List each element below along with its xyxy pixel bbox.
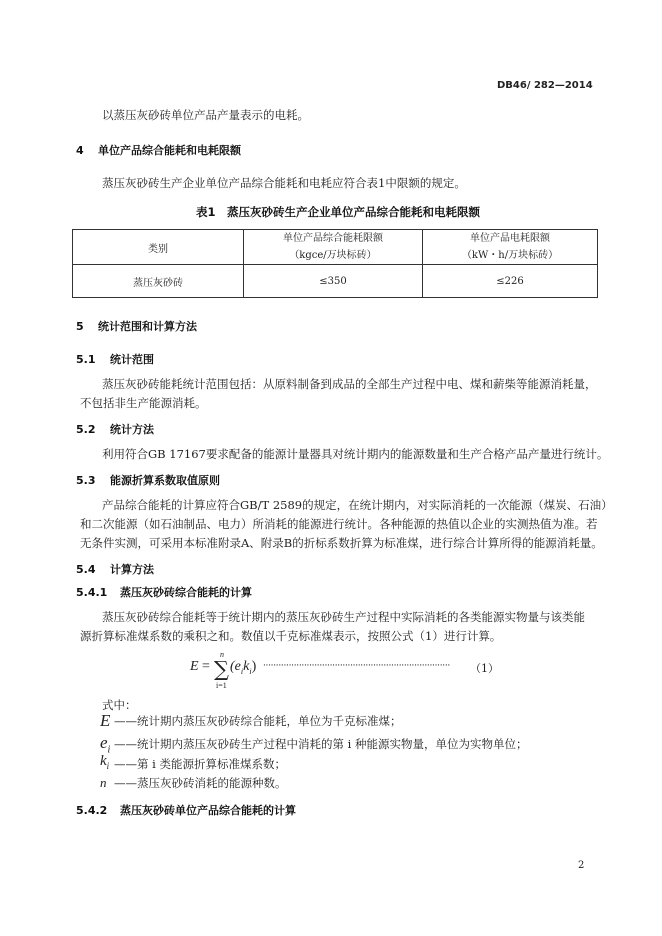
paragraph: 源折算标准煤系数的乘积之和。数值以千克标准煤表示，按照公式（1）进行计算。 — [80, 629, 502, 643]
section-5-4-heading: 5.4 计算方法 — [76, 563, 154, 576]
sum-upper-limit: n — [220, 650, 224, 659]
table-header-row — [73, 230, 598, 265]
paragraph: 产品综合能耗的计算应符合GB/T 2589的规定，在统计期内，对实际消耗的一次能源（煤炭、石油） — [102, 498, 613, 512]
sum-lower-limit: i=1 — [216, 681, 227, 690]
section-5-4-1-heading: 5.4.1 蒸压灰砂砖综合能耗的计算 — [76, 586, 252, 599]
paragraph: 蒸压灰砂砖能耗统计范围包括：从原料制备到成品的全部生产过程中电、煤和薪柴等能源消耗量， — [102, 377, 597, 391]
paragraph: 蒸压灰砂砖生产企业单位产品综合能耗和电耗应符合表1中限额的规定。 — [102, 176, 466, 190]
where-intro: 式中： — [102, 698, 137, 712]
definition-k-i: ——第 i 类能源折算标准煤系数； — [114, 757, 286, 771]
limits-table — [72, 229, 598, 298]
paragraph: 以蒸压灰砂砖单位产品产量表示的电耗。 — [102, 108, 309, 122]
section-5-4-2-heading: 5.4.2 蒸压灰砂砖单位产品综合能耗的计算 — [76, 804, 296, 817]
symbol-n: n — [100, 775, 107, 790]
summation-icon: ∑ — [214, 657, 229, 681]
header-cell-power: 单位产品电耗限额 （kW・h/万块标砖） — [423, 230, 598, 265]
page-number: 2 — [578, 860, 585, 871]
section-5-3-heading: 5.3 能源折算系数取值原则 — [76, 474, 220, 487]
definition-e-i: ——统计期内蒸压灰砂砖生产过程中消耗的第 i 种能源实物量，单位为实物单位； — [114, 737, 528, 751]
header-cell-energy: 单位产品综合能耗限额 （kgce/万块标砖） — [244, 230, 423, 265]
header-cell-category: 类别 — [73, 230, 244, 265]
cell-energy-limit: ≤350 — [244, 265, 423, 298]
paragraph: 无条件实测，可采用本标准附录A、附录B的折标系数折算为标准煤，进行综合计算所得的能源消耗量。 — [80, 536, 603, 550]
formula-lhs: E — [190, 659, 199, 674]
paragraph: 和二次能源（如石油制品、电力）所消耗的能源进行统计。各种能源的热值以企业的实测热值为准。若 — [80, 517, 598, 531]
section-5-heading: 5 统计范围和计算方法 — [76, 320, 197, 333]
paragraph: 利用符合GB 17167要求配备的能源计量器具对统计期内的能源数量和生产合格产品产量进行统计。 — [102, 447, 609, 461]
formula-number: （1） — [470, 662, 499, 675]
formula-equals: = — [202, 659, 210, 674]
section-title: 单位产品综合能耗和电耗限额 — [98, 144, 241, 157]
standard-number: DB46/ 282—2014 — [497, 80, 593, 91]
section-4-heading — [76, 142, 241, 158]
section-5-2-heading: 5.2 统计方法 — [76, 423, 154, 436]
cell-category: 蒸压灰砂砖 — [73, 265, 244, 298]
definition-n: ——蒸压灰砂砖消耗的能源种数。 — [114, 776, 287, 790]
leader-dots: ········································································· — [263, 661, 450, 671]
table-caption: 表1 蒸压灰砂砖生产企业单位产品综合能耗和电耗限额 — [196, 205, 480, 219]
paragraph: 蒸压灰砂砖综合能耗等于统计期内的蒸压灰砂砖生产过程中实际消耗的各类能源实物量与该类能 — [102, 610, 585, 624]
symbol-e-i: $e_i$ — [100, 733, 111, 756]
definition-E: ——统计期内蒸压灰砂砖综合能耗，单位为千克标准煤； — [114, 714, 402, 728]
cell-power-limit: ≤226 — [423, 265, 598, 298]
paragraph: 不包括非生产能源消耗。 — [80, 396, 207, 410]
symbol-k-i: $k_i$ — [100, 753, 110, 771]
formula-body: $(e_ik_i)$ — [230, 659, 257, 676]
section-5-1-heading: 5.1 统计范围 — [76, 353, 154, 366]
symbol-E: E — [100, 711, 111, 730]
section-number: 4 — [76, 144, 84, 157]
table-row — [73, 265, 598, 298]
